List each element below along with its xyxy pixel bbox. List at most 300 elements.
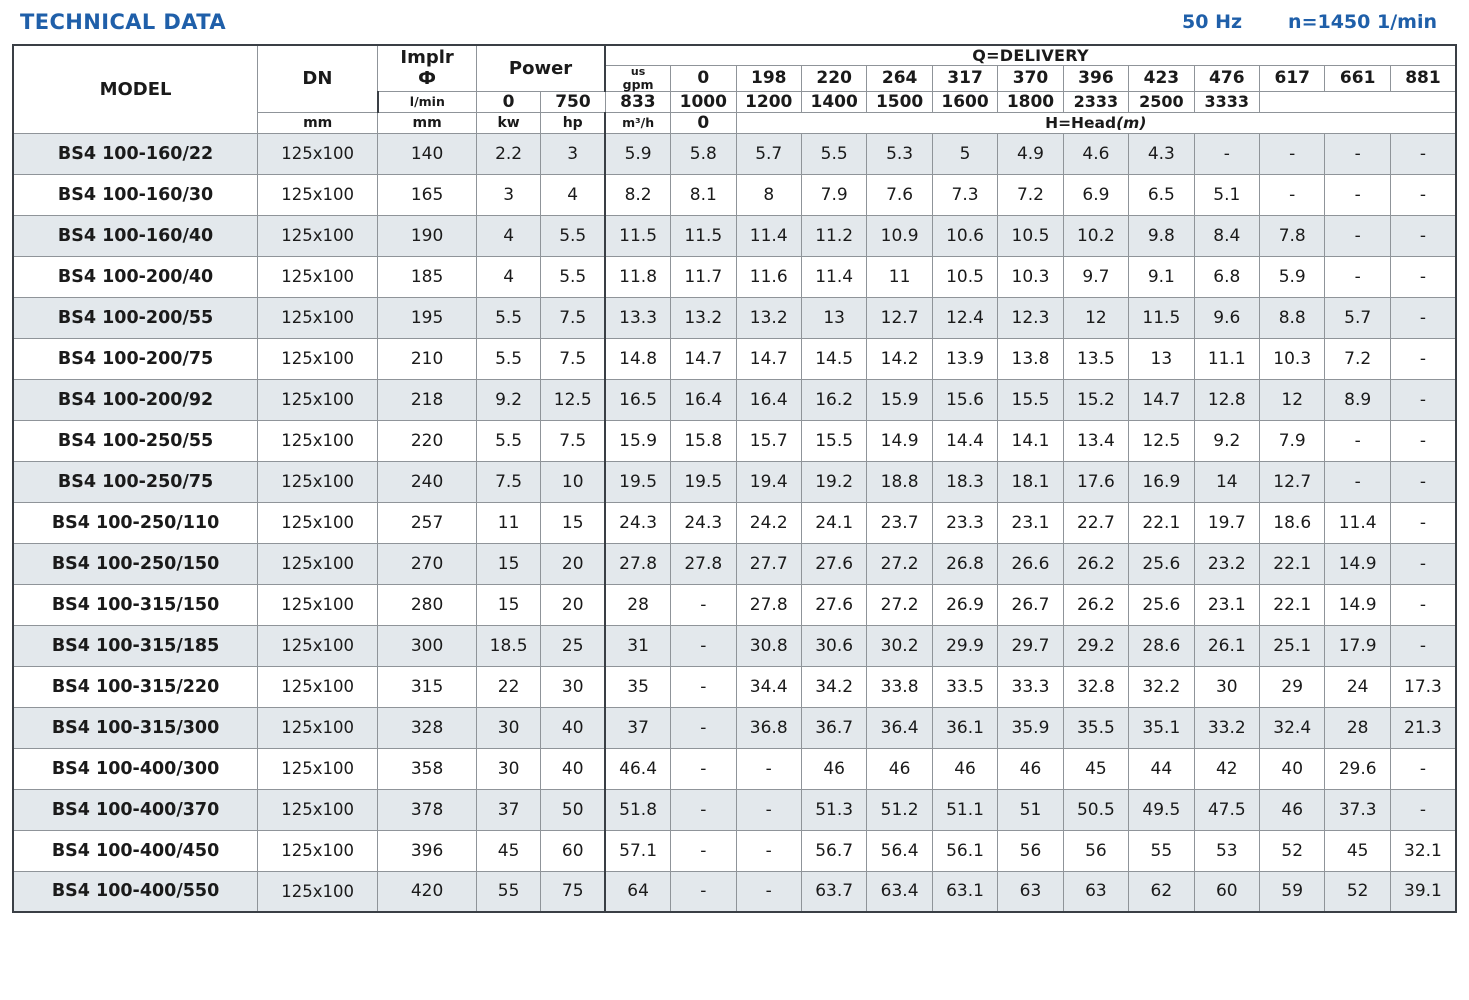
table-row bbox=[13, 297, 1456, 338]
row-power-hp: 15 bbox=[541, 502, 605, 543]
row-head-10: 59 bbox=[1260, 871, 1325, 912]
row-power-kw: 3 bbox=[476, 174, 540, 215]
row-head-10: 5.9 bbox=[1260, 256, 1325, 297]
flow-usgpm-9: 617 bbox=[1260, 66, 1325, 92]
row-head-12: 32.1 bbox=[1390, 830, 1456, 871]
row-head-2: 5.7 bbox=[736, 133, 801, 174]
col-header-power: Power bbox=[476, 45, 605, 91]
row-power-kw: 11 bbox=[476, 502, 540, 543]
row-head-0: 37 bbox=[605, 707, 670, 748]
row-head-7: 45 bbox=[1063, 748, 1128, 789]
row-head-11: - bbox=[1325, 256, 1390, 297]
unit-power-kw: kw bbox=[476, 112, 540, 133]
row-head-3: 30.6 bbox=[801, 625, 866, 666]
row-head-8: 22.1 bbox=[1129, 502, 1194, 543]
row-impeller: 185 bbox=[378, 256, 477, 297]
row-head-4: 33.8 bbox=[867, 666, 932, 707]
row-power-kw: 5.5 bbox=[476, 420, 540, 461]
row-head-8: 49.5 bbox=[1129, 789, 1194, 830]
row-head-1: 8.1 bbox=[671, 174, 736, 215]
row-head-2: - bbox=[736, 871, 801, 912]
row-impeller: 240 bbox=[378, 461, 477, 502]
row-head-6: 12.3 bbox=[998, 297, 1063, 338]
flow-m3h-0: 0 bbox=[671, 112, 736, 133]
row-head-8: 44 bbox=[1129, 748, 1194, 789]
row-dn: 125x100 bbox=[258, 256, 378, 297]
row-model: BS4 100-315/300 bbox=[13, 707, 258, 748]
row-head-12: 17.3 bbox=[1390, 666, 1456, 707]
row-head-3: 16.2 bbox=[801, 379, 866, 420]
row-head-0: 11.8 bbox=[605, 256, 670, 297]
row-head-1: 19.5 bbox=[671, 461, 736, 502]
row-head-10: 8.8 bbox=[1260, 297, 1325, 338]
row-power-hp: 75 bbox=[541, 871, 605, 912]
row-power-hp: 4 bbox=[541, 174, 605, 215]
row-power-hp: 40 bbox=[541, 748, 605, 789]
row-head-10: 12.7 bbox=[1260, 461, 1325, 502]
row-head-5: 7.3 bbox=[932, 174, 997, 215]
flow-usgpm-5: 370 bbox=[998, 66, 1063, 92]
row-impeller: 300 bbox=[378, 625, 477, 666]
flow-usgpm-11: 881 bbox=[1390, 66, 1456, 92]
row-power-kw: 45 bbox=[476, 830, 540, 871]
row-head-0: 24.3 bbox=[605, 502, 670, 543]
row-head-1: 27.8 bbox=[671, 543, 736, 584]
row-model: BS4 100-160/30 bbox=[13, 174, 258, 215]
row-head-5: 14.4 bbox=[932, 420, 997, 461]
row-head-8: 4.3 bbox=[1129, 133, 1194, 174]
row-head-10: 10.3 bbox=[1260, 338, 1325, 379]
row-head-2: 27.7 bbox=[736, 543, 801, 584]
row-head-11: 8.9 bbox=[1325, 379, 1390, 420]
row-head-1: 16.4 bbox=[671, 379, 736, 420]
row-model: BS4 100-400/550 bbox=[13, 871, 258, 912]
row-head-9: - bbox=[1194, 133, 1259, 174]
row-head-0: 64 bbox=[605, 871, 670, 912]
row-head-5: 51.1 bbox=[932, 789, 997, 830]
table-row bbox=[13, 707, 1456, 748]
row-dn: 125x100 bbox=[258, 174, 378, 215]
row-head-3: 34.2 bbox=[801, 666, 866, 707]
row-impeller: 220 bbox=[378, 420, 477, 461]
row-head-8: 6.5 bbox=[1129, 174, 1194, 215]
row-head-12: - bbox=[1390, 420, 1456, 461]
row-head-3: 13 bbox=[801, 297, 866, 338]
row-head-4: 14.2 bbox=[867, 338, 932, 379]
row-head-6: 56 bbox=[998, 830, 1063, 871]
col-header-model: MODEL bbox=[13, 45, 258, 133]
row-head-3: 5.5 bbox=[801, 133, 866, 174]
row-head-6: 4.9 bbox=[998, 133, 1063, 174]
row-power-kw: 4 bbox=[476, 256, 540, 297]
row-head-3: 15.5 bbox=[801, 420, 866, 461]
row-head-9: 53 bbox=[1194, 830, 1259, 871]
row-head-6: 46 bbox=[998, 748, 1063, 789]
table-row bbox=[13, 215, 1456, 256]
row-dn: 125x100 bbox=[258, 215, 378, 256]
row-head-9: 23.1 bbox=[1194, 584, 1259, 625]
row-head-7: 32.8 bbox=[1063, 666, 1128, 707]
row-head-11: - bbox=[1325, 461, 1390, 502]
row-head-8: 16.9 bbox=[1129, 461, 1194, 502]
row-dn: 125x100 bbox=[258, 338, 378, 379]
row-head-6: 18.1 bbox=[998, 461, 1063, 502]
row-head-5: 18.3 bbox=[932, 461, 997, 502]
row-head-10: 25.1 bbox=[1260, 625, 1325, 666]
row-head-11: 17.9 bbox=[1325, 625, 1390, 666]
row-head-1: - bbox=[671, 707, 736, 748]
row-power-hp: 5.5 bbox=[541, 215, 605, 256]
row-power-kw: 15 bbox=[476, 543, 540, 584]
row-head-6: 15.5 bbox=[998, 379, 1063, 420]
row-head-0: 46.4 bbox=[605, 748, 670, 789]
row-head-3: 36.7 bbox=[801, 707, 866, 748]
row-impeller: 210 bbox=[378, 338, 477, 379]
row-power-hp: 7.5 bbox=[541, 297, 605, 338]
row-head-1: - bbox=[671, 789, 736, 830]
row-dn: 125x100 bbox=[258, 748, 378, 789]
row-head-4: 51.2 bbox=[867, 789, 932, 830]
row-dn: 125x100 bbox=[258, 133, 378, 174]
row-dn: 125x100 bbox=[258, 543, 378, 584]
flow-lmin-9: 2333 bbox=[1063, 91, 1128, 112]
row-dn: 125x100 bbox=[258, 830, 378, 871]
row-model: BS4 100-200/92 bbox=[13, 379, 258, 420]
flow-lmin-3: 1000 bbox=[671, 91, 736, 112]
row-head-3: 51.3 bbox=[801, 789, 866, 830]
col-header-impeller bbox=[378, 45, 477, 91]
row-head-2: 24.2 bbox=[736, 502, 801, 543]
header-specs bbox=[1182, 11, 1451, 33]
row-head-10: 7.8 bbox=[1260, 215, 1325, 256]
row-head-8: 13 bbox=[1129, 338, 1194, 379]
row-head-5: 33.5 bbox=[932, 666, 997, 707]
row-dn: 125x100 bbox=[258, 666, 378, 707]
row-head-10: 18.6 bbox=[1260, 502, 1325, 543]
row-impeller: 378 bbox=[378, 789, 477, 830]
row-model: BS4 100-200/75 bbox=[13, 338, 258, 379]
row-head-0: 8.2 bbox=[605, 174, 670, 215]
row-model: BS4 100-250/110 bbox=[13, 502, 258, 543]
row-impeller: 328 bbox=[378, 707, 477, 748]
row-head-0: 19.5 bbox=[605, 461, 670, 502]
row-head-0: 15.9 bbox=[605, 420, 670, 461]
row-head-10: 22.1 bbox=[1260, 584, 1325, 625]
unit-us-gpm: us gpm bbox=[605, 66, 670, 92]
row-dn: 125x100 bbox=[258, 789, 378, 830]
row-power-hp: 10 bbox=[541, 461, 605, 502]
row-head-7: 13.4 bbox=[1063, 420, 1128, 461]
row-head-5: 56.1 bbox=[932, 830, 997, 871]
row-head-0: 27.8 bbox=[605, 543, 670, 584]
row-head-0: 28 bbox=[605, 584, 670, 625]
row-head-6: 23.1 bbox=[998, 502, 1063, 543]
row-head-5: 10.5 bbox=[932, 256, 997, 297]
row-head-4: 27.2 bbox=[867, 584, 932, 625]
row-head-9: 19.7 bbox=[1194, 502, 1259, 543]
table-row bbox=[13, 584, 1456, 625]
row-power-hp: 25 bbox=[541, 625, 605, 666]
row-head-9: 47.5 bbox=[1194, 789, 1259, 830]
row-head-11: 29.6 bbox=[1325, 748, 1390, 789]
row-head-4: 14.9 bbox=[867, 420, 932, 461]
impeller-label: Implr bbox=[400, 47, 454, 69]
row-head-10: 40 bbox=[1260, 748, 1325, 789]
row-head-4: 18.8 bbox=[867, 461, 932, 502]
row-head-6: 14.1 bbox=[998, 420, 1063, 461]
flow-lmin-8: 1800 bbox=[998, 91, 1063, 112]
row-head-7: 9.7 bbox=[1063, 256, 1128, 297]
row-head-11: 7.2 bbox=[1325, 338, 1390, 379]
row-head-8: 28.6 bbox=[1129, 625, 1194, 666]
row-head-12: - bbox=[1390, 543, 1456, 584]
row-head-7: 56 bbox=[1063, 830, 1128, 871]
row-head-5: 13.9 bbox=[932, 338, 997, 379]
row-power-kw: 37 bbox=[476, 789, 540, 830]
row-head-7: 17.6 bbox=[1063, 461, 1128, 502]
row-head-1: 14.7 bbox=[671, 338, 736, 379]
row-impeller: 396 bbox=[378, 830, 477, 871]
flow-usgpm-6: 396 bbox=[1063, 66, 1128, 92]
row-impeller: 140 bbox=[378, 133, 477, 174]
row-head-11: 5.7 bbox=[1325, 297, 1390, 338]
flow-lmin-1: 750 bbox=[541, 91, 605, 112]
row-head-8: 9.1 bbox=[1129, 256, 1194, 297]
unit-power-hp: hp bbox=[541, 112, 605, 133]
row-head-0: 11.5 bbox=[605, 215, 670, 256]
row-head-9: 14 bbox=[1194, 461, 1259, 502]
table-row bbox=[13, 133, 1456, 174]
row-head-10: 12 bbox=[1260, 379, 1325, 420]
impeller-symbol: Ф bbox=[418, 68, 436, 90]
row-model: BS4 100-250/150 bbox=[13, 543, 258, 584]
row-head-2: 11.4 bbox=[736, 215, 801, 256]
row-head-9: 42 bbox=[1194, 748, 1259, 789]
row-head-11: 11.4 bbox=[1325, 502, 1390, 543]
row-head-12: - bbox=[1390, 461, 1456, 502]
row-head-5: 23.3 bbox=[932, 502, 997, 543]
row-model: BS4 100-315/150 bbox=[13, 584, 258, 625]
row-model: BS4 100-250/55 bbox=[13, 420, 258, 461]
flow-usgpm-1: 198 bbox=[736, 66, 801, 92]
row-impeller: 195 bbox=[378, 297, 477, 338]
row-power-kw: 30 bbox=[476, 748, 540, 789]
flow-lmin-0: 0 bbox=[476, 91, 540, 112]
row-head-8: 25.6 bbox=[1129, 584, 1194, 625]
row-head-10: 52 bbox=[1260, 830, 1325, 871]
row-head-7: 15.2 bbox=[1063, 379, 1128, 420]
table-row bbox=[13, 174, 1456, 215]
row-head-12: - bbox=[1390, 297, 1456, 338]
row-head-11: 24 bbox=[1325, 666, 1390, 707]
row-head-3: 7.9 bbox=[801, 174, 866, 215]
row-dn: 125x100 bbox=[258, 420, 378, 461]
row-head-11: 28 bbox=[1325, 707, 1390, 748]
row-impeller: 315 bbox=[378, 666, 477, 707]
row-head-9: 11.1 bbox=[1194, 338, 1259, 379]
row-head-4: 7.6 bbox=[867, 174, 932, 215]
row-power-hp: 12.5 bbox=[541, 379, 605, 420]
table-row bbox=[13, 871, 1456, 912]
row-impeller: 420 bbox=[378, 871, 477, 912]
row-head-3: 56.7 bbox=[801, 830, 866, 871]
flow-usgpm-4: 317 bbox=[932, 66, 997, 92]
table-row bbox=[13, 830, 1456, 871]
row-head-4: 11 bbox=[867, 256, 932, 297]
row-head-5: 15.6 bbox=[932, 379, 997, 420]
row-dn: 125x100 bbox=[258, 707, 378, 748]
row-head-4: 27.2 bbox=[867, 543, 932, 584]
flow-lmin-11: 3333 bbox=[1194, 91, 1259, 112]
row-head-0: 51.8 bbox=[605, 789, 670, 830]
row-head-6: 63 bbox=[998, 871, 1063, 912]
row-head-2: 27.8 bbox=[736, 584, 801, 625]
row-model: BS4 100-400/300 bbox=[13, 748, 258, 789]
row-head-1: - bbox=[671, 666, 736, 707]
row-head-11: 45 bbox=[1325, 830, 1390, 871]
row-head-4: 15.9 bbox=[867, 379, 932, 420]
row-head-7: 10.2 bbox=[1063, 215, 1128, 256]
row-head-0: 14.8 bbox=[605, 338, 670, 379]
row-power-hp: 7.5 bbox=[541, 338, 605, 379]
row-power-kw: 22 bbox=[476, 666, 540, 707]
table-row bbox=[13, 379, 1456, 420]
row-power-kw: 2.2 bbox=[476, 133, 540, 174]
unit-dn-mm: mm bbox=[258, 112, 378, 133]
row-head-12: - bbox=[1390, 748, 1456, 789]
row-head-9: 26.1 bbox=[1194, 625, 1259, 666]
row-head-8: 62 bbox=[1129, 871, 1194, 912]
unit-m3-h: m³/h bbox=[605, 112, 670, 133]
row-head-9: 6.8 bbox=[1194, 256, 1259, 297]
row-head-7: 22.7 bbox=[1063, 502, 1128, 543]
row-power-kw: 18.5 bbox=[476, 625, 540, 666]
row-head-6: 26.6 bbox=[998, 543, 1063, 584]
row-head-3: 24.1 bbox=[801, 502, 866, 543]
row-head-0: 31 bbox=[605, 625, 670, 666]
row-head-2: - bbox=[736, 748, 801, 789]
row-head-12: - bbox=[1390, 338, 1456, 379]
row-head-10: 29 bbox=[1260, 666, 1325, 707]
row-head-4: 30.2 bbox=[867, 625, 932, 666]
row-power-kw: 5.5 bbox=[476, 297, 540, 338]
row-head-10: 7.9 bbox=[1260, 420, 1325, 461]
table-head bbox=[13, 45, 1456, 133]
flow-usgpm-8: 476 bbox=[1194, 66, 1259, 92]
row-head-11: 52 bbox=[1325, 871, 1390, 912]
row-head-2: 11.6 bbox=[736, 256, 801, 297]
row-head-3: 19.2 bbox=[801, 461, 866, 502]
row-head-1: 13.2 bbox=[671, 297, 736, 338]
row-dn: 125x100 bbox=[258, 584, 378, 625]
row-head-4: 5.3 bbox=[867, 133, 932, 174]
unit-l-min: l/min bbox=[378, 91, 477, 112]
row-head-7: 50.5 bbox=[1063, 789, 1128, 830]
row-head-6: 26.7 bbox=[998, 584, 1063, 625]
row-head-0: 35 bbox=[605, 666, 670, 707]
row-power-hp: 20 bbox=[541, 543, 605, 584]
row-model: BS4 100-160/22 bbox=[13, 133, 258, 174]
row-head-11: 14.9 bbox=[1325, 584, 1390, 625]
row-model: BS4 100-400/370 bbox=[13, 789, 258, 830]
row-head-9: 33.2 bbox=[1194, 707, 1259, 748]
row-head-6: 33.3 bbox=[998, 666, 1063, 707]
row-power-kw: 55 bbox=[476, 871, 540, 912]
row-head-3: 11.4 bbox=[801, 256, 866, 297]
row-impeller: 358 bbox=[378, 748, 477, 789]
row-head-7: 26.2 bbox=[1063, 543, 1128, 584]
row-model: BS4 100-315/185 bbox=[13, 625, 258, 666]
row-head-6: 35.9 bbox=[998, 707, 1063, 748]
row-head-9: 9.6 bbox=[1194, 297, 1259, 338]
col-header-delivery: Q=DELIVERY bbox=[605, 45, 1456, 66]
row-head-3: 14.5 bbox=[801, 338, 866, 379]
row-dn: 125x100 bbox=[258, 502, 378, 543]
row-head-10: 46 bbox=[1260, 789, 1325, 830]
flow-lmin-2: 833 bbox=[605, 91, 670, 112]
row-head-1: 24.3 bbox=[671, 502, 736, 543]
unit-impeller-mm: mm bbox=[378, 112, 477, 133]
row-power-hp: 30 bbox=[541, 666, 605, 707]
row-head-2: 15.7 bbox=[736, 420, 801, 461]
col-header-dn: DN bbox=[258, 45, 378, 112]
row-model: BS4 100-200/55 bbox=[13, 297, 258, 338]
table-row bbox=[13, 502, 1456, 543]
row-head-3: 27.6 bbox=[801, 584, 866, 625]
row-head-11: - bbox=[1325, 420, 1390, 461]
pump-performance-table bbox=[12, 44, 1457, 913]
row-impeller: 165 bbox=[378, 174, 477, 215]
row-head-11: - bbox=[1325, 133, 1390, 174]
row-head-9: 30 bbox=[1194, 666, 1259, 707]
table-row bbox=[13, 789, 1456, 830]
row-head-9: 9.2 bbox=[1194, 420, 1259, 461]
row-head-1: 11.7 bbox=[671, 256, 736, 297]
row-power-hp: 60 bbox=[541, 830, 605, 871]
row-head-10: - bbox=[1260, 174, 1325, 215]
row-head-8: 25.6 bbox=[1129, 543, 1194, 584]
row-power-kw: 7.5 bbox=[476, 461, 540, 502]
row-dn: 125x100 bbox=[258, 871, 378, 912]
row-model: BS4 100-250/75 bbox=[13, 461, 258, 502]
row-head-2: 16.4 bbox=[736, 379, 801, 420]
row-dn: 125x100 bbox=[258, 461, 378, 502]
row-head-0: 57.1 bbox=[605, 830, 670, 871]
row-head-7: 35.5 bbox=[1063, 707, 1128, 748]
flow-usgpm-7: 423 bbox=[1129, 66, 1194, 92]
row-head-12: 39.1 bbox=[1390, 871, 1456, 912]
row-power-hp: 7.5 bbox=[541, 420, 605, 461]
header-row-q-title bbox=[13, 45, 1456, 66]
row-power-kw: 30 bbox=[476, 707, 540, 748]
row-model: BS4 100-200/40 bbox=[13, 256, 258, 297]
table-row bbox=[13, 338, 1456, 379]
row-head-2: 30.8 bbox=[736, 625, 801, 666]
row-head-5: 36.1 bbox=[932, 707, 997, 748]
row-head-12: - bbox=[1390, 133, 1456, 174]
row-model: BS4 100-315/220 bbox=[13, 666, 258, 707]
row-power-hp: 50 bbox=[541, 789, 605, 830]
table-body bbox=[13, 133, 1456, 912]
row-head-8: 11.5 bbox=[1129, 297, 1194, 338]
row-dn: 125x100 bbox=[258, 297, 378, 338]
row-head-12: - bbox=[1390, 379, 1456, 420]
row-head-4: 63.4 bbox=[867, 871, 932, 912]
row-head-7: 29.2 bbox=[1063, 625, 1128, 666]
row-head-12: 21.3 bbox=[1390, 707, 1456, 748]
row-head-11: 14.9 bbox=[1325, 543, 1390, 584]
row-impeller: 270 bbox=[378, 543, 477, 584]
